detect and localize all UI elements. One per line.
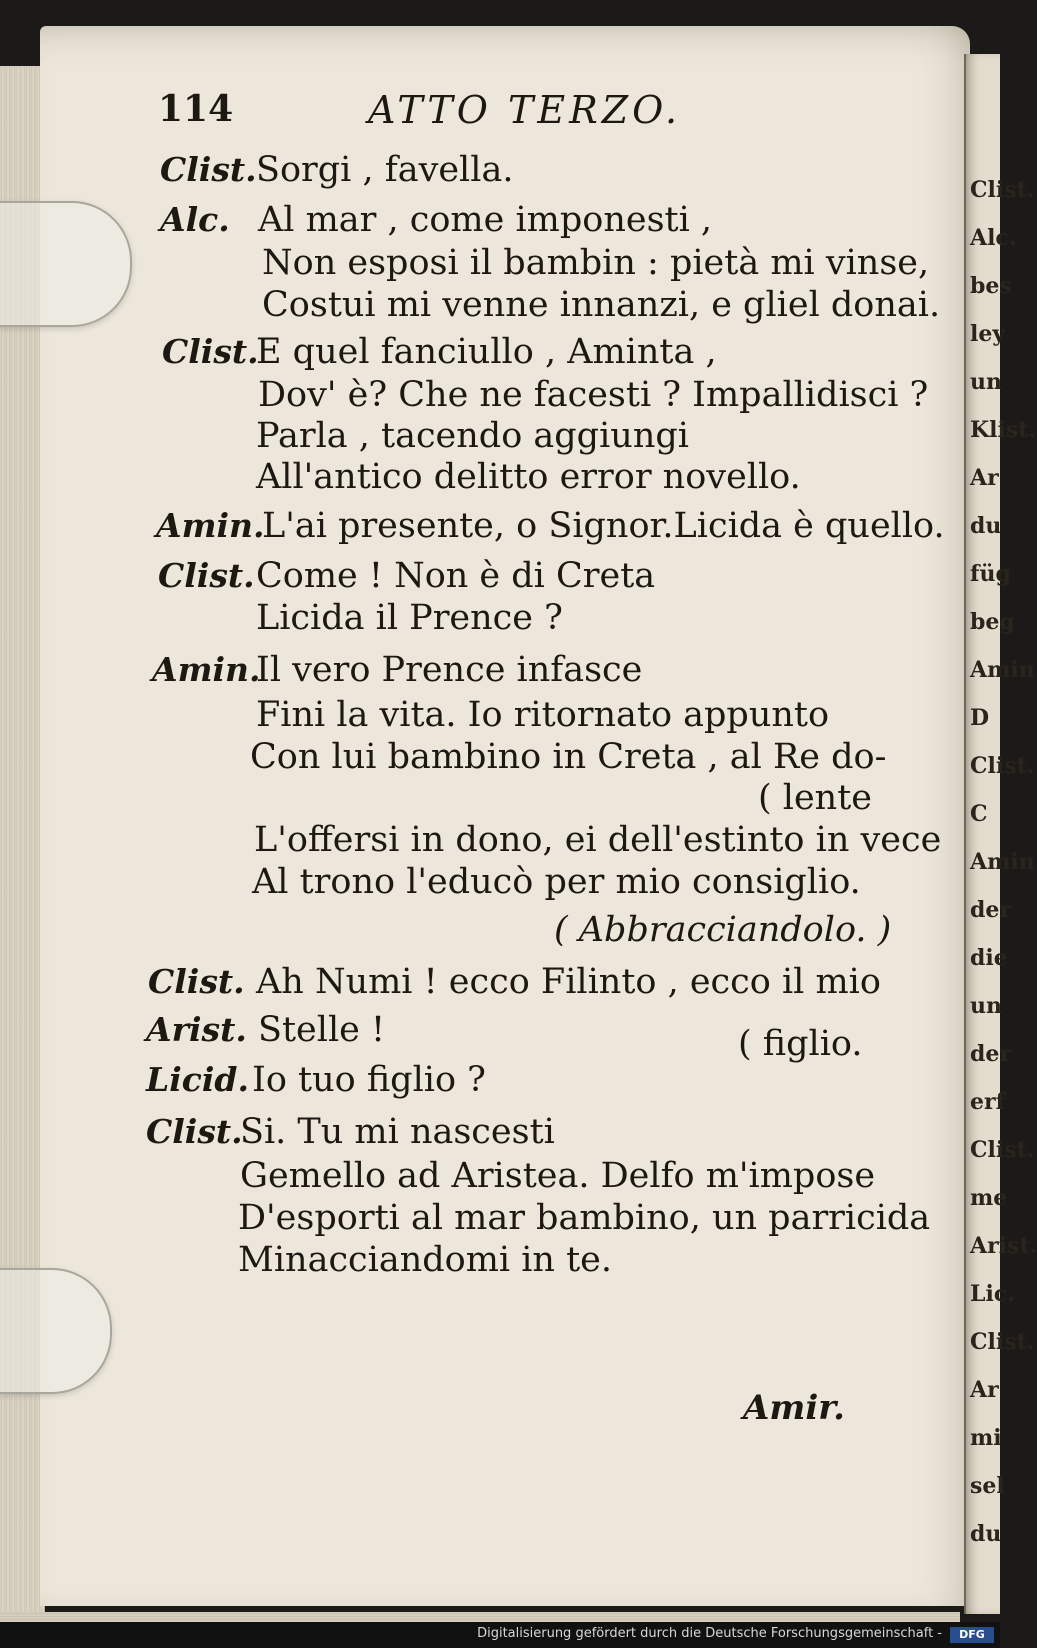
book-clip-bottom [0, 1268, 112, 1394]
facing-page-fragment: D [970, 705, 990, 731]
dfg-logo: DFG [950, 1627, 994, 1643]
verse-line [0, 506, 1000, 550]
page-header [0, 88, 1000, 138]
facing-page-fragment: Ar [970, 1377, 999, 1403]
verse-line [0, 737, 1000, 781]
verse-line [0, 695, 1000, 739]
verse-line [0, 416, 1000, 460]
verse-text: Al trono l'educò per mio consiglio. [252, 862, 861, 902]
verse-text: Costui mi venne innanzi, e gliel donai. [262, 285, 941, 325]
facing-page-fragment: C [970, 801, 988, 827]
verse-line [0, 862, 1000, 906]
facing-page-fragment: Amin [970, 657, 1035, 683]
facing-page-fragment: bes [970, 273, 1012, 299]
verse-text: Al mar , come imponesti , [258, 200, 713, 240]
facing-page-fragment: ley [970, 321, 1006, 347]
verse-line [0, 556, 1000, 600]
speaker-name: Licid. [146, 1060, 249, 1099]
speaker-name: Clist. [160, 150, 257, 189]
verse-text: Licida il Prence ? [256, 598, 563, 638]
facing-page-fragment: füg [970, 561, 1011, 587]
verse-text: Minacciandomi in te. [238, 1240, 612, 1280]
facing-page-fragment: du [970, 513, 1002, 539]
facing-page-fragment: Clist. [970, 753, 1035, 779]
facing-page-fragment: Clist. [970, 1329, 1035, 1355]
verse-line [0, 285, 1000, 329]
verse-line [0, 1060, 1000, 1104]
verse-text: Stelle ! [258, 1010, 386, 1050]
speaker-name: Clist. [146, 1112, 243, 1151]
verse-text: E quel fanciullo , Aminta , [256, 332, 717, 372]
verse-line [0, 1240, 1000, 1284]
catchword: Amir. [743, 1388, 845, 1428]
speaker-name: Clist. [162, 332, 259, 371]
footer-credit: Digitalisierung gefördert durch die Deutsche Forschungsgemeinschaft - [477, 1626, 942, 1641]
verse-text: Con lui bambino in Creta , al Re do- [250, 737, 887, 777]
verse-text: Parla , tacendo aggiungi [256, 416, 689, 456]
facing-page-fragment: du [970, 1521, 1002, 1547]
facing-page-fragment: me [970, 1185, 1008, 1211]
verse-text: L'offersi in dono, ei dell'estinto in vece [254, 820, 942, 860]
facing-page-fragment: erf [970, 1089, 1006, 1115]
verse-text: All'antico delitto error novello. [256, 457, 801, 497]
speaker-name: Clist. [158, 556, 255, 595]
verse-line [0, 200, 1000, 244]
verse-text: Dov' è? Che ne facesti ? Impallidisci ? [258, 375, 929, 415]
verse-text: Si. Tu mi nascesti [240, 1112, 555, 1152]
verse-line [0, 820, 1000, 864]
speaker-name: Arist. [146, 1010, 247, 1049]
verse-text: Io tuo figlio ? [252, 1060, 486, 1100]
verse-text: Gemello ad Aristea. Delfo m'impose [240, 1156, 876, 1196]
facing-page-fragment: sel [970, 1473, 1005, 1499]
verse-text: Fini la vita. Io ritornato appunto [256, 695, 830, 735]
page-number: 114 [158, 88, 234, 130]
facing-page-fragment: die [970, 945, 1008, 971]
verse-line [0, 375, 1000, 419]
verse-text: Sorgi , favella. [256, 150, 514, 190]
footer-bar [0, 1622, 1000, 1648]
facing-page-fragment: Ar [970, 465, 999, 491]
speaker-name: Alc. [160, 200, 230, 239]
facing-page-fragment: mi [970, 1425, 1002, 1451]
verse-line [0, 778, 1000, 822]
verse-text: Il vero Prence infasce [256, 650, 643, 690]
facing-page-fragment: Clist. [970, 1137, 1035, 1163]
facing-page-fragment: Lic. [970, 1281, 1015, 1307]
facing-page-fragment: Klist. [970, 417, 1037, 443]
verse-text: L'ai presente, o Signor.Licida è quello. [262, 506, 945, 546]
facing-page-fragment: der [970, 1041, 1011, 1067]
facing-page-fragment: un [970, 993, 1002, 1019]
verse-line [0, 150, 1000, 194]
verse-line [0, 650, 1000, 694]
verse-line [0, 598, 1000, 642]
facing-page-fragment: beg [970, 609, 1015, 635]
speaker-name: Clist. [148, 962, 245, 1001]
facing-page-fragment: Alc. [970, 225, 1017, 251]
verse-line [0, 243, 1000, 287]
verse-text: D'esporti al mar bambino, un parricida [238, 1198, 931, 1238]
verse-text: Non esposi il bambin : pietà mi vinse, [262, 243, 930, 283]
facing-page-fragment: der [970, 897, 1011, 923]
verse-line [0, 457, 1000, 501]
speaker-name: Amin. [156, 506, 265, 545]
facing-page-fragment: Amin [970, 849, 1035, 875]
verse-line [0, 1156, 1000, 1200]
verse-text: ( lente [758, 778, 873, 818]
verse-line [0, 962, 1000, 1006]
verse-text: Ah Numi ! ecco Filinto , ecco il mio [256, 962, 881, 1002]
verse-line [0, 1198, 1000, 1242]
verse-text: Come ! Non è di Creta [256, 556, 656, 596]
verse-text: ( figlio. [738, 1024, 863, 1064]
running-head: ATTO TERZO. [368, 88, 682, 132]
facing-page-fragment: Arist. [970, 1233, 1037, 1259]
verse-line [0, 910, 1000, 954]
facing-page-fragment: Clist. [970, 177, 1035, 203]
speaker-name: Amin. [152, 650, 261, 689]
verse-text: ( Abbracciandolo. ) [554, 910, 892, 950]
verse-line [0, 332, 1000, 376]
verse-line [0, 1112, 1000, 1156]
facing-page-fragment: un [970, 369, 1002, 395]
